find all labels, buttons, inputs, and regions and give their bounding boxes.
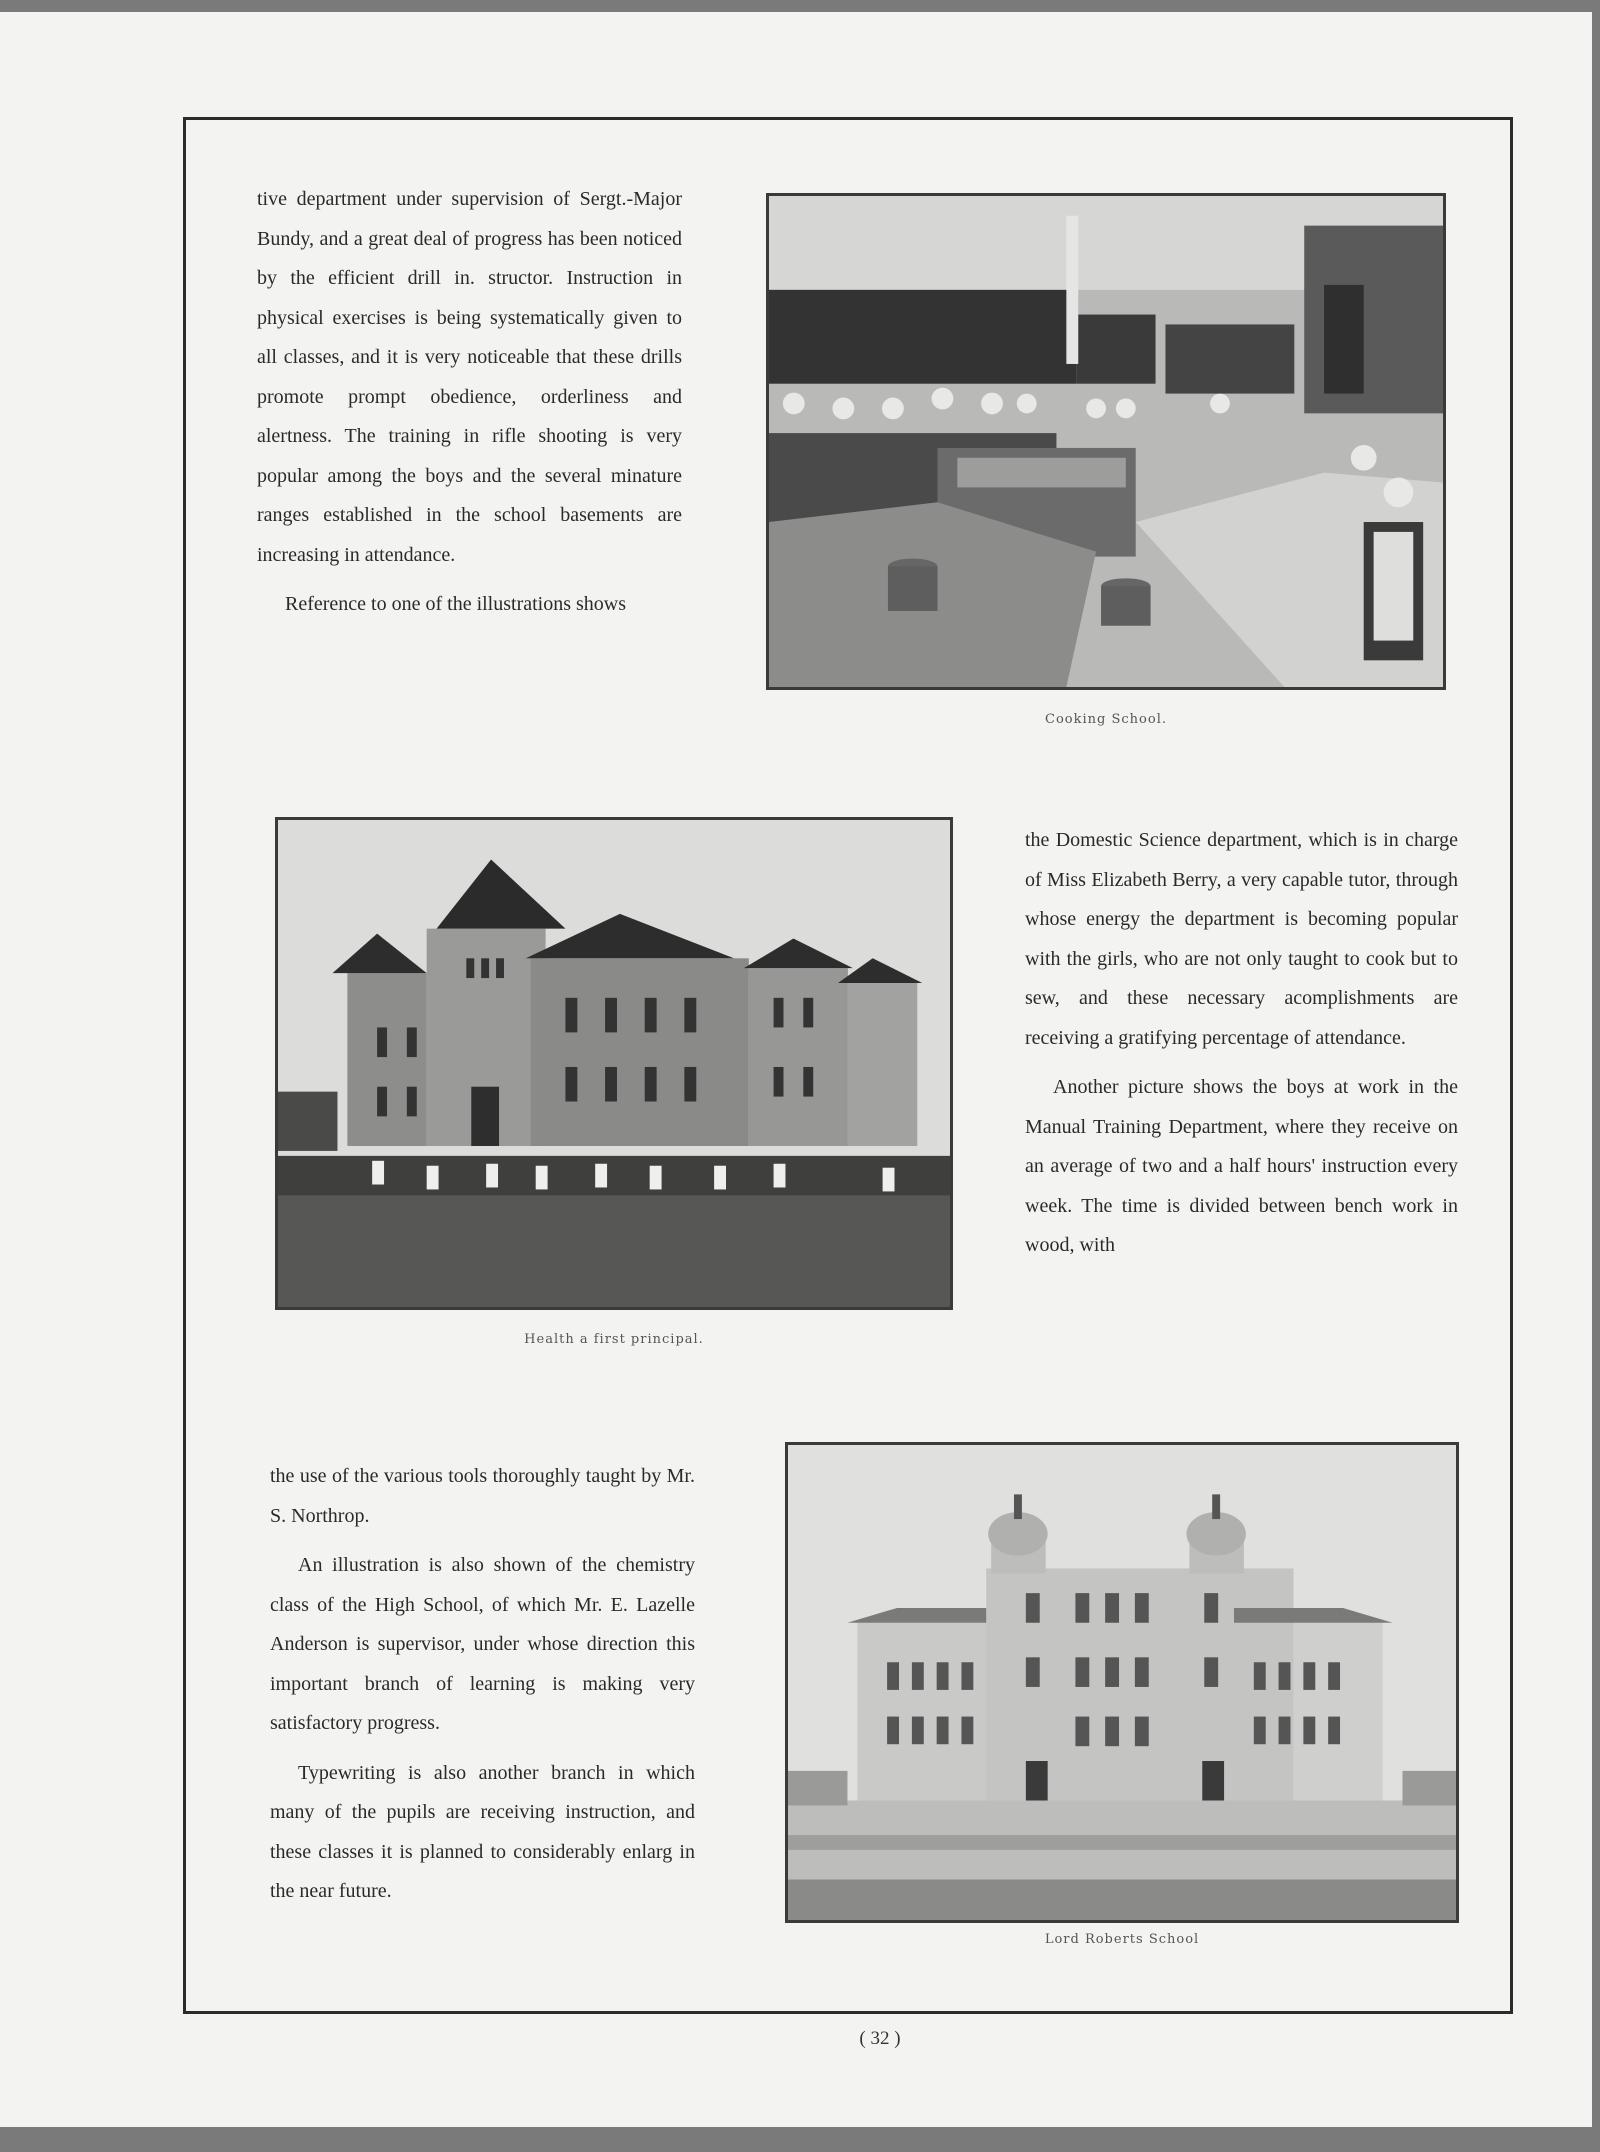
health-caption: Health a first principal. <box>524 1332 704 1347</box>
health-school-photo <box>275 817 953 1310</box>
lord-roberts-school-photo <box>785 1442 1459 1923</box>
paragraph: Reference to one of the illustrations shows <box>285 593 627 615</box>
cooking-school-photo <box>766 193 1446 690</box>
text-block-middle-right <box>1025 821 1458 1276</box>
page-number: ( 32 ) <box>859 2028 901 2049</box>
paragraph: the use of the various tools thoroughly taught by Mr. S. Northrop. <box>270 1465 695 1527</box>
text-block-top-left <box>257 180 682 635</box>
paragraph: An illustration is also shown of the chemistry class of the High School, of which Mr. E. Lazelle Anderson is supervisor, under whose direction this important branch of learning is making very satisfactory progress. <box>270 1554 695 1734</box>
paragraph: Another picture shows the boys at work in the Manual Training Department, where they receive on an average of two and a half hours' instruction every week. The time is divided between bench work in wood, with <box>1025 1076 1458 1256</box>
cooking-school-caption: Cooking School. <box>1045 712 1167 727</box>
paragraph: tive department under supervision of Sergt.-Major Bundy, and a great deal of progress has been noticed by the efficient drill in. structor. Instruction in physical exercises is being systematically given to all classes, and it is very noticeable that these drills promote prompt obedience, orderliness and alertness. The training in rifle shooting is very popular among the boys and the several minature ranges established in the school basements are increasing in attendance. <box>257 188 682 566</box>
paragraph: Typewriting is also another branch in which many of the pupils are receiving instruction, and these classes it is planned to considerably enlarg in the near future. <box>270 1761 695 1902</box>
paragraph: the Domestic Science department, which is in charge of Miss Elizabeth Berry, a very capable tutor, through whose energy the department is becoming popular with the girls, who are not only taught to cook but to sew, and these necessary acomplishments are receiving a gratifying percentage of attendance. <box>1025 829 1458 1049</box>
scanned-page <box>0 12 1592 2127</box>
text-block-bottom-left <box>270 1457 695 1922</box>
lord-roberts-caption: Lord Roberts School <box>1044 1932 1200 1947</box>
